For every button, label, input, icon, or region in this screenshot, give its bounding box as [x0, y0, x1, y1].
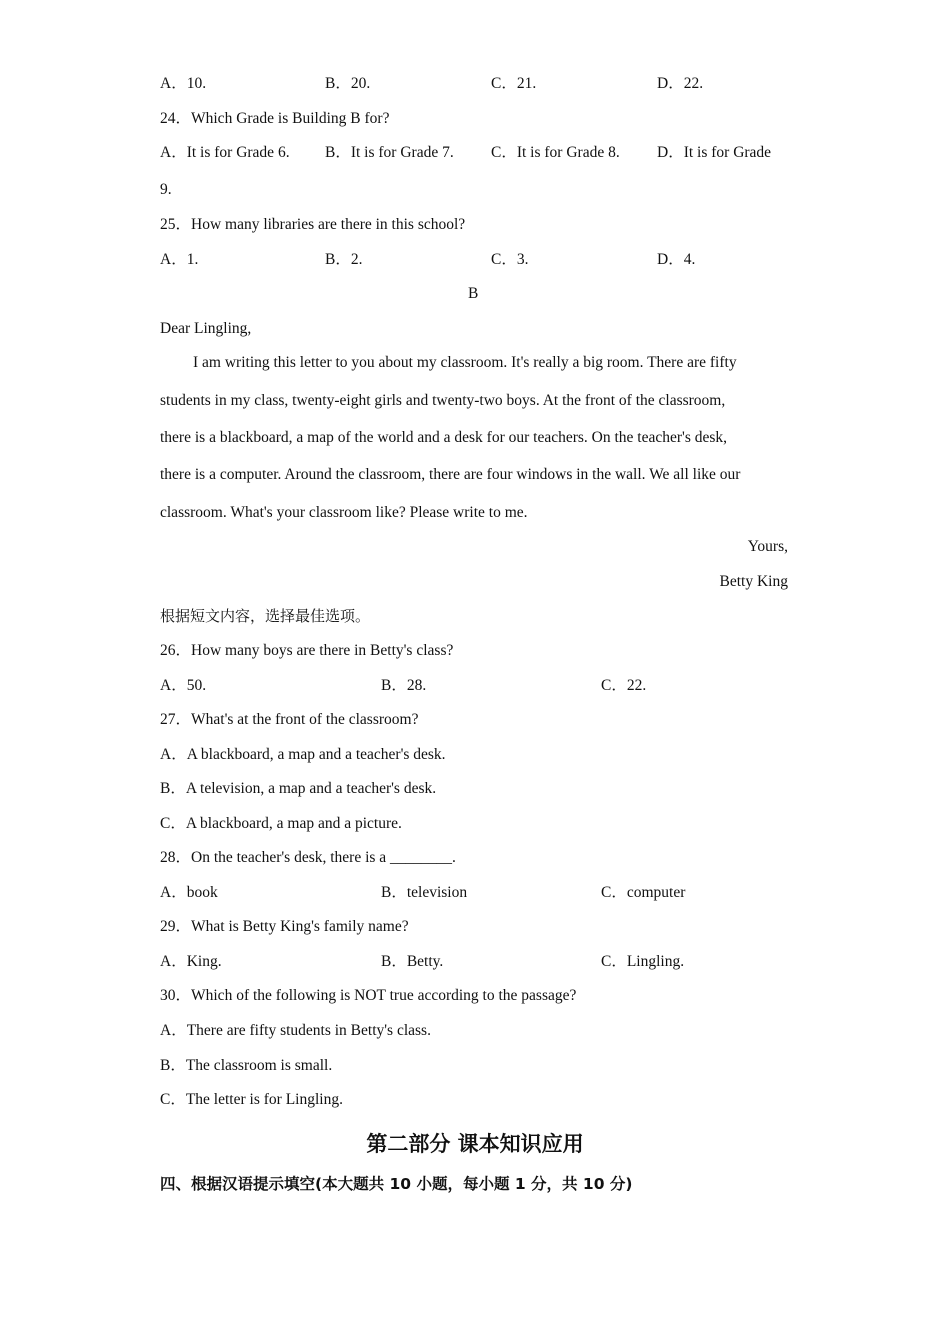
option-b: B．2. [325, 251, 363, 268]
letter-signature: Betty King [719, 573, 788, 590]
option-b: B．Betty. [381, 953, 444, 970]
question-26: 26．How many boys are there in Betty's class? [160, 642, 454, 659]
question-24: 24．Which Grade is Building B for? [160, 110, 390, 127]
question-30: 30．Which of the following is NOT true according to the passage? [160, 987, 577, 1004]
option-c: C．22. [601, 677, 647, 694]
letter-line: there is a computer. Around the classroom, there are four windows in the wall. We all like our [160, 466, 741, 483]
option-a: A．It is for Grade 6. [160, 144, 290, 161]
letter-line: students in my class, twenty-eight girls and twenty-two boys. At the front of the classroom, [160, 392, 726, 409]
section-heading: 四、根据汉语提示填空(本大题共 10 小题，每小题 1 分，共 10 分) [160, 1175, 633, 1193]
instruction: 根据短文内容，选择最佳选项。 [160, 607, 371, 625]
letter-closing: Yours, [747, 538, 788, 555]
option-a: A．King. [160, 953, 222, 970]
question-27: 27．What's at the front of the classroom? [160, 711, 419, 728]
question-29: 29．What is Betty King's family name? [160, 918, 409, 935]
option-c: C．3. [491, 251, 529, 268]
question-28: 28．On the teacher's desk, there is a ________. [160, 849, 456, 866]
option-c: C．The letter is for Lingling. [160, 1091, 343, 1108]
letter-greeting: Dear Lingling, [160, 320, 252, 337]
passage-label: B [468, 285, 479, 302]
option-c: C．Lingling. [601, 953, 685, 970]
option-a: A．book [160, 884, 218, 901]
letter-line: classroom. What's your classroom like? Please write to me. [160, 504, 528, 521]
option-b: B．A television, a map and a teacher's desk. [160, 780, 437, 797]
option-d: D．It is for Grade [657, 144, 772, 161]
option-a: A．A blackboard, a map and a teacher's desk. [160, 746, 446, 763]
option-a: A．There are fifty students in Betty's class. [160, 1022, 431, 1039]
option-b: B．20. [325, 75, 371, 92]
option-c: C．21. [491, 75, 537, 92]
option-d: D．22. [657, 75, 704, 92]
option-d: D．4. [657, 251, 696, 268]
option-c: C．A blackboard, a map and a picture. [160, 815, 402, 832]
letter-line: there is a blackboard, a map of the world and a desk for our teachers. On the teacher's desk, [160, 429, 728, 446]
option-b: B．28. [381, 677, 427, 694]
part-title: 第二部分 课本知识应用 [366, 1132, 584, 1156]
option-a: A．50. [160, 677, 207, 694]
option-c: C．computer [601, 884, 686, 901]
option-d-wrap: 9. [160, 181, 172, 198]
option-a: A．1. [160, 251, 199, 268]
option-b: B．television [381, 884, 468, 901]
option-b: B．It is for Grade 7. [325, 144, 454, 161]
question-25: 25．How many libraries are there in this school? [160, 216, 466, 233]
letter-line: I am writing this letter to you about my classroom. It's really a big room. There are fifty [193, 354, 737, 371]
option-b: B．The classroom is small. [160, 1057, 333, 1074]
option-a: A．10. [160, 75, 207, 92]
option-c: C．It is for Grade 8. [491, 144, 620, 161]
